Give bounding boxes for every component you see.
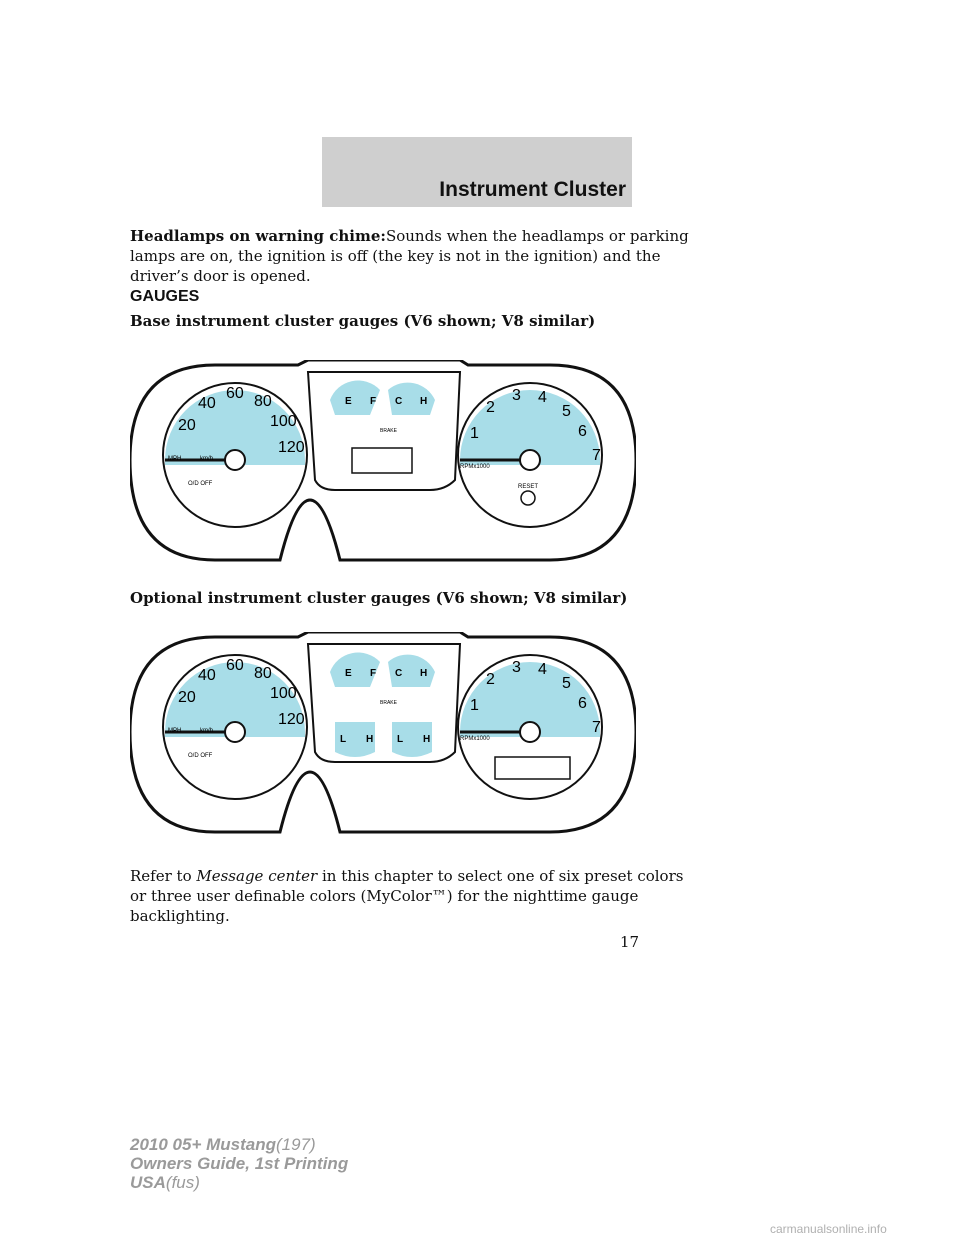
optional-cluster-figure [130, 632, 636, 837]
opt-rpm-num-2: 3 [512, 659, 521, 676]
opt-rpm-num-5: 6 [578, 695, 587, 712]
refer-post: in this chapter to select one of six preset colors [317, 867, 684, 885]
chime-paragraph [130, 226, 689, 286]
speed-num-5: 120 [278, 439, 305, 456]
oil-l: L [397, 734, 404, 745]
opt-brake-label: BRAKE [380, 700, 397, 706]
chime-line-2: lamps are on, the ignition is off (the key is not in the ignition) and the [130, 247, 661, 265]
fuel-f: F [370, 396, 377, 407]
speed-num-4: 100 [270, 413, 297, 430]
speed-num-3: 80 [254, 393, 272, 410]
gauges-heading: GAUGES [130, 288, 200, 305]
opt-od-off-label: O/D OFF [188, 753, 213, 759]
footer [130, 1135, 348, 1192]
temp-h: H [420, 396, 428, 407]
opt-speed-num-0: 20 [178, 689, 196, 706]
opt-fuel-e: E [345, 668, 352, 679]
mph-label: MPH [168, 456, 182, 462]
refer-paragraph [130, 866, 684, 926]
opt-rpm-label: RPMx1000 [460, 736, 490, 742]
rpm-label: RPMx1000 [460, 464, 490, 470]
watermark: carmanualsonline.info [770, 1222, 887, 1236]
od-off-label: O/D OFF [188, 481, 213, 487]
opt-temp-c: C [395, 668, 403, 679]
chime-line-3: driver’s door is opened. [130, 267, 311, 285]
rpm-num-5: 6 [578, 423, 587, 440]
batt-h: H [366, 734, 374, 745]
refer-line-3: backlighting. [130, 907, 230, 925]
opt-rpm-num-1: 2 [486, 671, 495, 688]
base-cluster-figure [130, 360, 636, 565]
opt-rpm-num-3: 4 [538, 661, 547, 678]
page-number: 17 [620, 933, 640, 951]
batt-l: L [340, 734, 347, 745]
opt-mph-label: MPH [168, 728, 182, 734]
optional-caption: Optional instrument cluster gauges (V6 shown; V8 similar) [130, 589, 628, 607]
footer-model-code: (197) [276, 1135, 316, 1154]
rpm-num-6: 7 [592, 447, 601, 464]
rpm-num-1: 2 [486, 399, 495, 416]
opt-rpm-num-0: 1 [470, 697, 479, 714]
oil-h: H [423, 734, 431, 745]
rpm-num-4: 5 [562, 403, 571, 420]
section-title: Instrument Cluster [439, 178, 626, 201]
speed-num-0: 20 [178, 417, 196, 434]
opt-speed-num-5: 120 [278, 711, 305, 728]
opt-temp-h: H [420, 668, 428, 679]
footer-market: USA [130, 1173, 166, 1192]
refer-line-2: or three user definable colors (MyColor™) for the nighttime gauge [130, 887, 639, 905]
opt-speed-num-4: 100 [270, 685, 297, 702]
opt-kmh-label: km/h [200, 728, 214, 734]
odometer-display [352, 448, 412, 473]
message-center-display [495, 757, 570, 779]
opt-fuel-f: F [370, 668, 377, 679]
refer-pre: Refer to [130, 867, 197, 885]
temp-c: C [395, 396, 403, 407]
rpm-num-0: 1 [470, 425, 479, 442]
kmh-label: km/h [200, 456, 214, 462]
message-center-link[interactable]: Message center [196, 867, 318, 885]
opt-speed-num-3: 80 [254, 665, 272, 682]
rpm-num-2: 3 [512, 387, 521, 404]
footer-model: 2010 05+ Mustang [130, 1135, 276, 1154]
chime-line-1: Sounds when the headlamps or parking [385, 227, 689, 245]
opt-speed-num-2: 60 [226, 657, 244, 674]
base-caption: Base instrument cluster gauges (V6 shown; V8 similar) [130, 312, 596, 330]
rpm-num-3: 4 [538, 389, 547, 406]
opt-rpm-num-4: 5 [562, 675, 571, 692]
footer-market-code: (fus) [165, 1173, 200, 1192]
speed-num-1: 40 [198, 395, 216, 412]
footer-printing: Owners Guide, 1st Printing [130, 1154, 349, 1173]
fuel-e: E [345, 396, 352, 407]
speed-num-2: 60 [226, 385, 244, 402]
opt-speed-num-1: 40 [198, 667, 216, 684]
chime-term: Headlamps on warning chime: [130, 227, 386, 245]
brake-label: BRAKE [380, 428, 397, 434]
reset-label: RESET [518, 484, 539, 490]
opt-rpm-num-6: 7 [592, 719, 601, 736]
reset-knob [521, 491, 535, 505]
